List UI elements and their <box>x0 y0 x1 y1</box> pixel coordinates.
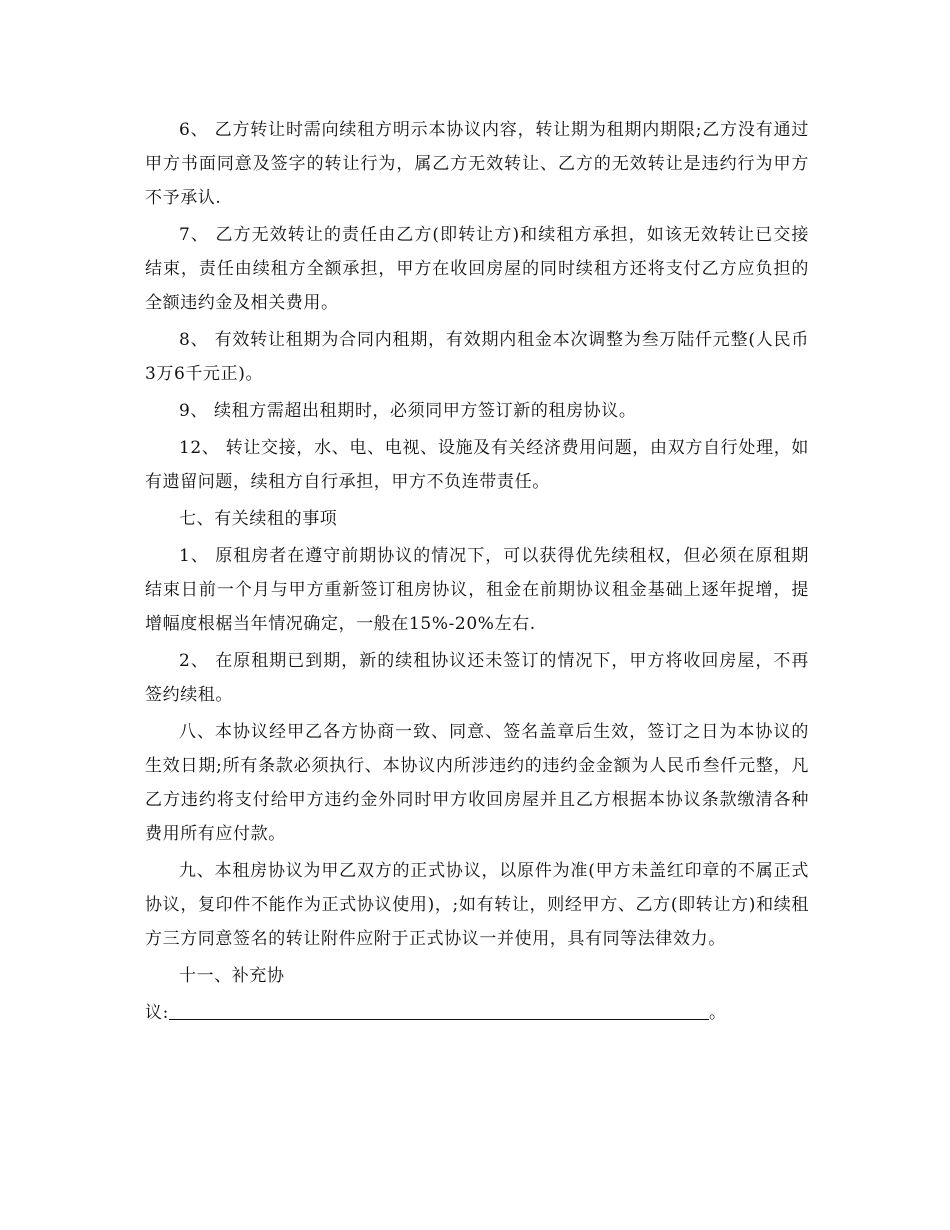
clause-9: 9、 续租方需超出租期时，必须同甲方签订新的租房协议。 <box>179 401 637 421</box>
document-page <box>145 113 809 1030</box>
clause-12: 12、 转让交接，水、电、电视、设施及有关经济费用问题，由双方自行处理，如有遗留问题，续租方自行承担，甲方不负连带责任。 <box>145 438 809 492</box>
supplement-label: 议: <box>145 1003 169 1023</box>
supplement-blank[interactable] <box>169 1001 709 1020</box>
section-9: 九、本租房协议为甲乙双方的正式协议，以原件为准(甲方未盖红印章的不属正式协议，复印件不能作为正式协议使用)，;如有转让，则经甲方、乙方(即转让方)和续租方三方同意签名的转让附件应附于正式协议一并使用，具有同等法律效力。 <box>145 861 809 949</box>
section-11-heading: 十一、补充协 <box>179 966 285 986</box>
supplement-end: 。 <box>708 1003 727 1023</box>
renewal-clause-2: 2、 在原租期已到期，新的续租协议还未签订的情况下，甲方将收回房屋，不再签约续租。 <box>145 651 809 705</box>
clause-7: 7、 乙方无效转让的责任由乙方(即转让方)和续租方承担，如该无效转让已交接结束，责任由续租方全额承担，甲方在收回房屋的同时续租方还将支付乙方应负担的全额违约金及相关费用。 <box>145 225 809 313</box>
clause-6: 6、 乙方转让时需向续租方明示本协议内容，转让期为租期内期限;乙方没有通过甲方书面同意及签字的转让行为，属乙方无效转让、乙方的无效转让是违约行为甲方不予承认. <box>145 120 809 208</box>
section-8: 八、本协议经甲乙各方协商一致、同意、签名盖章后生效，签订之日为本协议的生效日期;所有条款必须执行、本协议内所涉违约的违约金金额为人民币叁仟元整，凡乙方违约将支付给甲方违约金外同时甲方收回房屋并且乙方根据本协议条款缴清各种费用所有应付款。 <box>145 722 809 844</box>
section-heading-renewal: 七、有关续租的事项 <box>179 509 338 529</box>
renewal-clause-1: 1、 原租房者在遵守前期协议的情况下，可以获得优先续租权，但必须在原租期结束日前一个月与甲方重新签订租房协议，租金在前期协议租金基础上逐年捉增，提增幅度根椐当年情况确定，一般在15%-20%左右. <box>145 546 809 634</box>
clause-8: 8、 有效转让租期为合同内租期，有效期内租金本次调整为叁万陆仟元整(人民币3万6千元正)。 <box>145 330 809 384</box>
supplement-line <box>145 996 809 1030</box>
